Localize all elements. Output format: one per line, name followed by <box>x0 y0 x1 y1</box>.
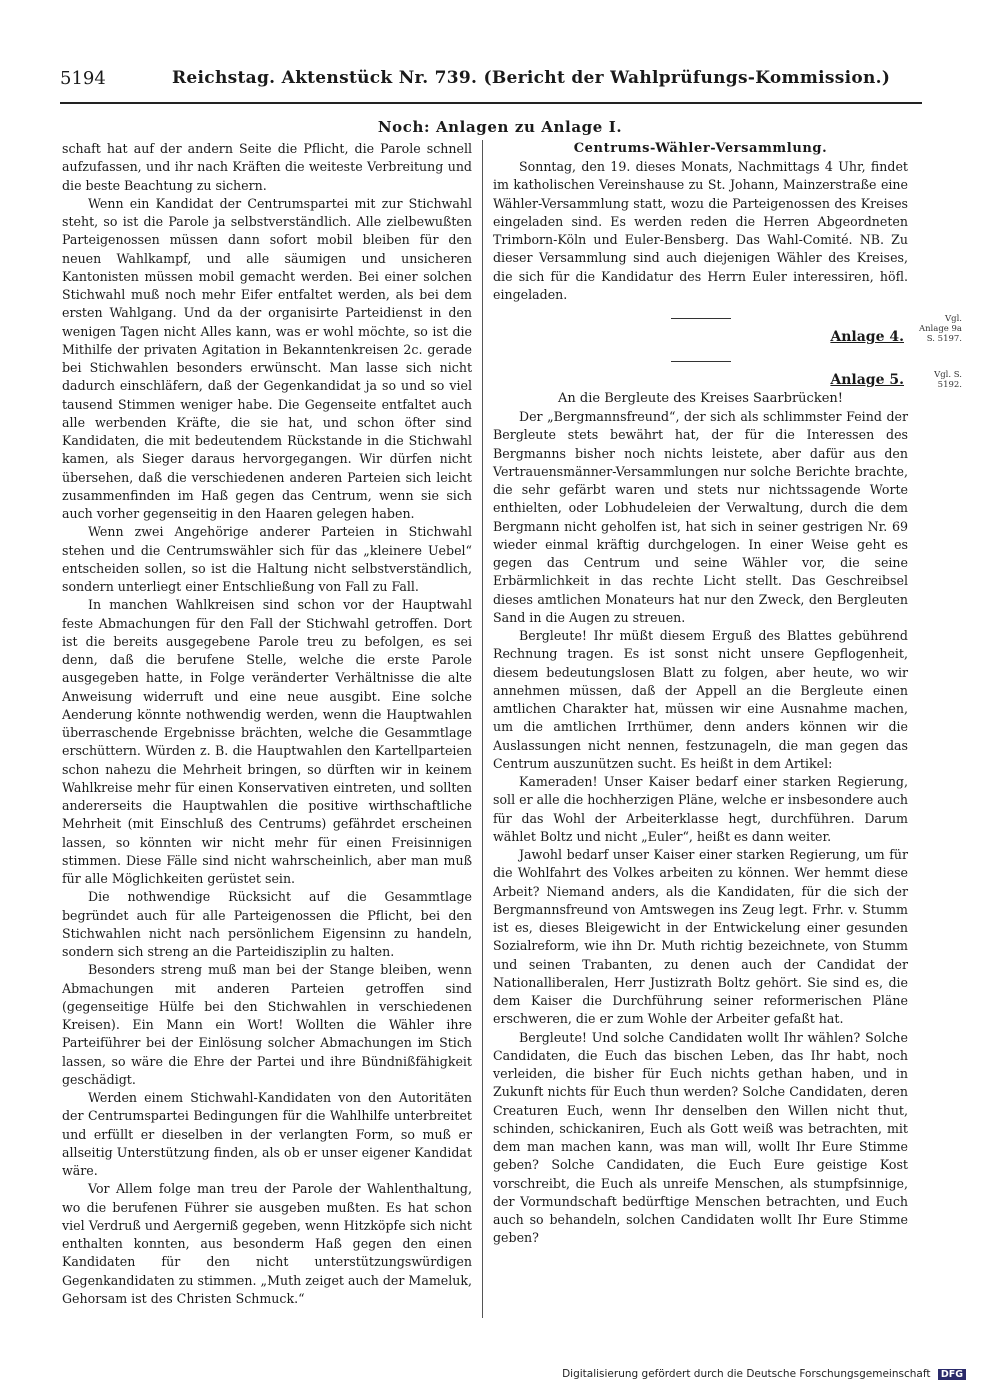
dfg-logo: DFG <box>938 1369 966 1380</box>
right-paragraph: Bergleute! Und solche Candidaten wollt Ihr wählen? Solche Candidaten, die Euch das bischen Leben, das Ihr habt, noch verleiden, die bisher für Euch nichts gethan haben, und in Zukunft nichts für Euch thun werden? Solche Candidaten, deren Creaturen Euch, wenn Ihr denselben den Willen nicht thut, schinden, schickaniren, Euch als Gott weiß was betrachten, mit dem man machen kann, was man will, wollt Ihr Eure Stimme geben? Solche Candidaten, die Euch Eure geistige Kost vorschreibt, die Euch als unreife Menschen, als stumpfsinnige, der Vormundschaft bedürftige Menschen betrachten, und Euch auch so behandeln, solchen Candidaten wollt Ihr Eure Stimme geben? <box>493 1029 908 1246</box>
anlage-4-label: Anlage 4. <box>830 329 904 345</box>
page-header <box>60 68 922 98</box>
meeting-announcement: Sonntag, den 19. dieses Monats, Nachmittags 4 Uhr, findet im katholischen Vereinshause zu St. Johann, Mainzerstraße eine Wähler-Versammlung statt, wozu die Parteigenossen des Kreises eingeladen sind. Es werden reden die Herren Abgeordneten Trimborn-Köln und Euler-Bensberg. Das Wahl-Comité. NB. Zu dieser Versammlung sind auch diejenigen Wähler des Kreises, die sich für die Kandidatur des Herrn Euler interessiren, höfl. eingeladen. <box>493 159 908 302</box>
left-column <box>62 140 472 1308</box>
credit-text: Digitalisierung gefördert durch die Deutsche Forschungsgemeinschaft <box>562 1368 931 1380</box>
running-head: Reichstag. Aktenstück Nr. 739. (Bericht der Wahlprüfungs-Kommission.) <box>172 68 891 88</box>
anlage-5-label: Anlage 5. <box>830 372 904 388</box>
left-paragraph: Wenn ein Kandidat der Centrumspartei mit zur Stichwahl steht, so ist die Parole ja selbstverständlich. Alle zielbewußten Parteigenossen müssen dann sofort mobil bleiben für den neuen Wahlkampf, und alle säumigen und unsicheren Kantonisten müssen mobil gemacht werden. Bei einer solchen Stichwahl muß noch mehr Eifer entfaltet werden, als bei dem ersten Wahlgang. Und da der organisirte Parteidienst in den wenigen Tagen nicht Alles kann, was er wohl möchte, so ist die Mithilfe der privaten Agitation in Bekanntenkreisen 2c. gerade bei Stichwahlen besonders erwünscht. Man lasse sich nicht dadurch einschläfern, daß der Gegenkandidat ja so und so viel tausend Stimmen weniger habe. Die Gegenseite entfaltet auch alle werbenden Kräfte, die sie hat, und schon öfter sind Kandidaten, die mit bedeutendem Rückstande in die Stichwahl kamen, als Sieger daraus hervorgegangen. Wir dürfen nicht übersehen, daß die verschiedenen anderen Parteien sich leicht zusammenfinden im Haß gegen das Centrum, wenn sie sich auch vorher gegenseitig in den Haaren gelegen haben. <box>62 195 472 521</box>
right-paragraph: Der „Bergmannsfreund“, der sich als schlimmster Feind der Bergleute stets bewährt hat, der für die Interessen des Bergmanns bisher noch nichts leistete, aber dafür aus den Vertrauensmänner-Versammlungen nur solche Berichte brachte, die sehr gefärbt waren und stets nur nichtssagende Worte enthielten, oder Lobhudeleien der Verwaltung, durch die dem Bergmann nicht geholfen ist, hat sich in seiner gestrigen Nr. 69 wieder einmal kräftig durchgelogen. In einer Weise geht es gegen das Centrum und seine Wähler vor, die seine Erbärmlichkeit in das rechte Licht stellt. Das Geschreibsel dieses amtlichen Monateurs hat nur den Zweck, den Bergleuten Sand in die Augen zu streuen. <box>493 409 908 625</box>
left-paragraph: Besonders streng muß man bei der Stange bleiben, wenn Abmachungen mit anderen Parteien getroffen sind (gegenseitige Hülfe bei den Stichwahlen in verschiedenen Kreisen). Ein Mann ein Wort! Wollten die Wähler ihre Parteiführer bei der Einlösung solcher Abmachungen im Stich lassen, so wäre die Ehre der Partei und ihre Bündnißfähigkeit geschädigt. <box>62 962 472 1087</box>
right-paragraph: Jawohl bedarf unser Kaiser einer starken Regierung, um für die Wohlfahrt des Volkes arbeiten zu können. Wer hemmt diese Arbeit? Niemand anders, als die Kandidaten, für die sich der Bergmannsfreund von Amtswegen ins Zeug legt. Frhr. v. Stumm ist es, dieses Bleigewicht in der Entwickelung einer gesunden Sozialreform, wie ihn Dr. Muth richtig bezeichnete, von Stumm und seinen Trabanten, zu denen auch der Candidat der Nationalliberalen, Herr Justizrath Boltz gehört. Sie sind es, die dem Kaiser die Durchführung seiner reformerischen Pläne erschweren, die er zum Wohle der Arbeiter gefaßt hat. <box>493 847 908 1027</box>
header-rule <box>60 102 922 104</box>
section-title: Noch: Anlagen zu Anlage I. <box>377 118 623 136</box>
separator-rule <box>671 361 731 362</box>
right-paragraph: Bergleute! Ihr müßt diesem Erguß des Blattes gebührend Rechnung tragen. Es ist sonst nicht unsere Gepflogenheit, diesem bedeutungslosen Blatt zu folgen, aber heute, wo wir annehmen müssen, daß der Appell an die Bergleute einen amtlichen Charakter hat, müssen wir eine Ausnahme machen, um die amtlichen Irrthümer, denn anders können wir die Auslassungen nicht nennen, festzunageln, die man gegen das Centrum auszunützen sucht. Es heißt in dem Artikel: <box>493 628 908 771</box>
digitization-credit <box>562 1368 966 1380</box>
address-heading: An die Bergleute des Kreises Saarbrücken! <box>558 391 843 406</box>
left-paragraph: Werden einem Stichwahl-Kandidaten von den Autoritäten der Centrumspartei Bedingungen für die Wahlhilfe unterbreitet und erfüllt er dieselben in der verlangten Form, so muß er allseitig Unterstützung finden, als ob er unser eigener Kandidat wäre. <box>62 1090 472 1178</box>
left-paragraph: schaft hat auf der andern Seite die Pflicht, die Parole schnell aufzufassen, und ihr nach Kräften die weiteste Verbreitung und die beste Beachtung zu sichern. <box>62 141 472 193</box>
quoted-passage: Kameraden! Unser Kaiser bedarf einer starken Regierung, soll er alle die hochherzigen Pläne, welche er insbesondere auch für das Wohl der Arbeiterklasse hegt, durchführen. Darum wählet Boltz und nicht „Euler“, heißt es dann weiter. <box>493 774 908 844</box>
margin-note-anlage-5: Vgl. S. 5192. <box>934 370 962 390</box>
meeting-heading: Centrums-Wähler-Versammlung. <box>573 141 828 156</box>
right-column <box>493 140 908 1248</box>
left-paragraph: Die nothwendige Rücksicht auf die Gesammtlage begründet auch für alle Parteigenossen die Pflicht, bei den Stichwahlen nicht nach persönlichem Eigensinn zu handeln, sondern sich streng an die Parteidisziplin zu halten. <box>62 889 472 959</box>
left-paragraph: Vor Allem folge man treu der Parole der Wahlenthaltung, wo die berufenen Führer sie ausgeben mußten. Es hat schon viel Verdruß und Aergerniß gegeben, wenn Hitzköpfe sich nicht enthalten konnten, aus besonderm Haß gegen den einen Kandidaten für den nicht unterstützungswürdigen Gegenkandidaten zu stimmen. „Muth zeiget auch der Mameluk, Gehorsam ist des Christen Schmuck.“ <box>62 1181 472 1306</box>
page-number: 5194 <box>60 68 106 89</box>
column-divider <box>482 140 483 1318</box>
left-paragraph: In manchen Wahlkreisen sind schon vor der Hauptwahl feste Abmachungen für den Fall der Stichwahl getroffen. Dort ist die bereits ausgegebene Parole treu zu befolgen, es sei denn, daß die berufene Stelle, welche die erste Parole ausgegeben hatte, in Folge veränderter Verhältnisse die alte Anweisung widerruft und eine neue ausgibt. Eine solche Aenderung könnte nothwendig werden, wenn die Hauptwahlen überraschende Ergebnisse brächten, welche die Gesammtlage erschüttern. Würden z. B. die Hauptwahlen den Kartellparteien schon nahezu die Mehrheit bringen, so dürften wir in keinem Wahlkreise mehr für einen Konservativen eintreten, und sollten andererseits die Hauptwahlen die positive wirthschaftliche Mehrheit (mit Einschluß des Centrums) gefährdet erscheinen lassen, so könnten wir nicht mehr für einen Freisinnigen stimmen. Diese Fälle sind nicht wahrscheinlich, aber man muß für alle Möglichkeiten gerüstet sein. <box>62 597 472 886</box>
margin-note-anlage-4: Vgl. Anlage 9a S. 5197. <box>918 314 962 344</box>
left-paragraph: Wenn zwei Angehörige anderer Parteien in Stichwahl stehen und die Centrumswähler sich für das „kleinere Uebel“ entscheiden sollen, so ist die Haltung nicht selbstverständlich, sondern unterliegt einer Entschließung von Fall zu Fall. <box>62 524 472 594</box>
separator-rule <box>671 318 731 319</box>
